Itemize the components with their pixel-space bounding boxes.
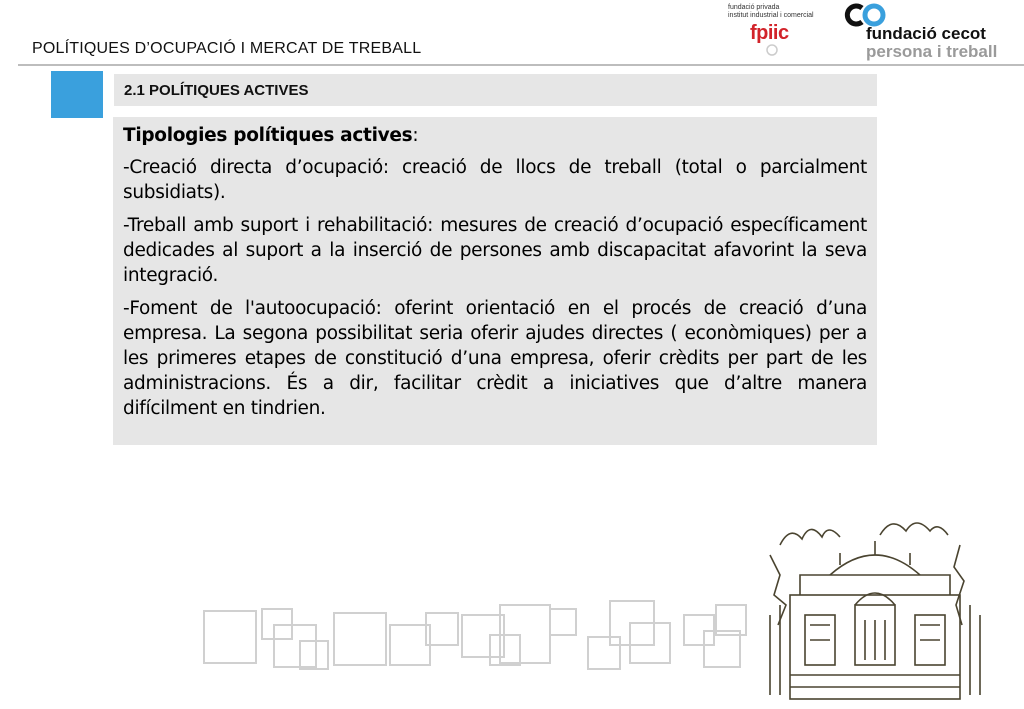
paragraph-treball-suport: -Treball amb suport i rehabilitació: mesures de creació d’ocupació específicament dedicades al suport a la inserció de persones amb discapacitat afavorint la seva integració. [123,215,867,286]
logo-cecot [844,2,1024,64]
paragraph-foment-autoocupacio: -Foment de l'autoocupació: oferint orientació en el procés de creació d’una empresa. La segona possibilitat seria oferir ajudes directes ( econòmiques) per a les primeres etapes de constitució d’una empresa, oferir crèdits per part de les administracions. És a dir, facilitar crèdit a iniciatives que d’altre manera difícilment en tindrien. [123,298,867,419]
section-header-bar [114,74,877,106]
paragraph-creacio-directa: -Creació directa d’ocupació: creació de llocs de treball (total o parcialment subsidiats). [123,157,867,203]
accent-square [51,71,103,118]
cecot-name: fundació cecot [866,24,986,43]
header-divider [18,64,1024,66]
decorative-illustration [190,505,1024,709]
fpiic-line2: institut industrial i comercial [728,12,814,19]
page-header-title: POLÍTIQUES D’OCUPACIÓ I MERCAT DE TREBALL [32,40,422,57]
fpiic-brand: fpiic [750,22,789,44]
cecot-tagline: persona i treball [866,42,998,61]
fpiic-circle-icon [728,44,824,64]
section-title: 2.1 POLÍTIQUES ACTIVES [124,82,309,99]
fpiic-line1: fundació privada [728,4,780,11]
heading-bold-text: Tipologies polítiques actives [123,125,413,146]
content-heading [123,123,867,148]
building-sketch-illustration [770,523,980,699]
heading-tail: : [412,125,419,146]
logo-fpiic [728,4,824,62]
outlined-squares-pattern [204,601,746,669]
content-panel [113,117,877,445]
